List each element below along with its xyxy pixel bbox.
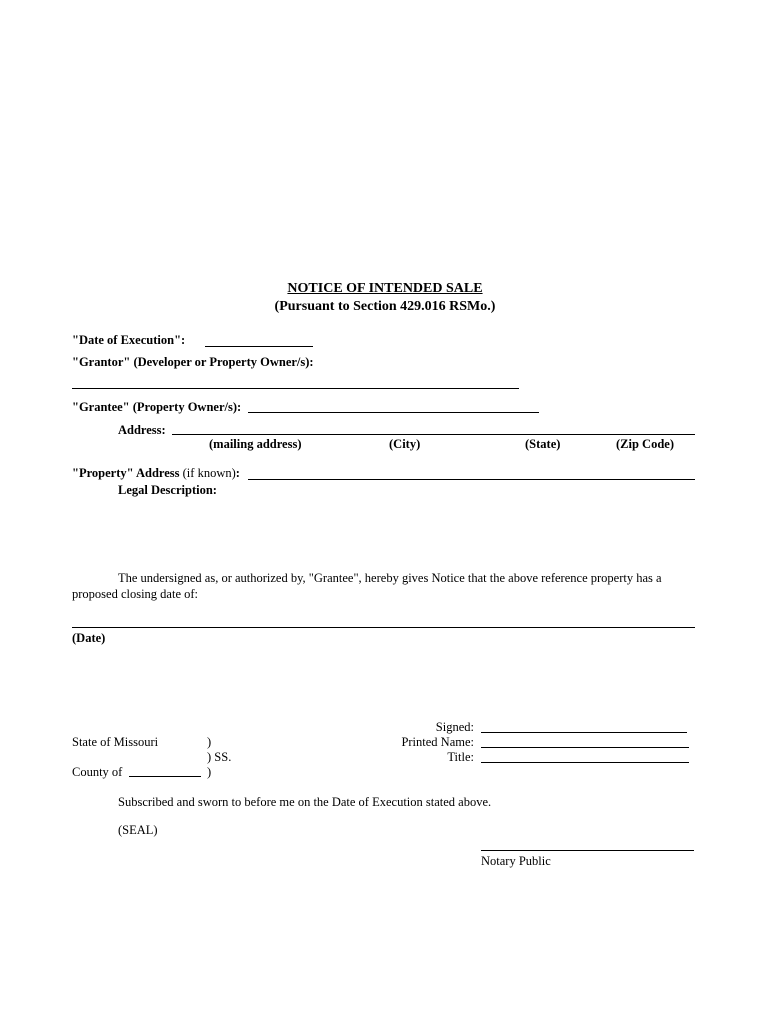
address-field[interactable] [172, 434, 695, 435]
notary-public-label: Notary Public [481, 854, 551, 868]
grantee-label: "Grantee" (Property Owner/s): [72, 400, 242, 414]
notary-signature-field[interactable] [481, 850, 694, 851]
notice-paragraph-line2: proposed closing date of: [72, 587, 199, 601]
address-city-caption: (City) [389, 437, 421, 451]
sworn-statement: Subscribed and sworn to before me on the Date of Execution stated above. [118, 795, 492, 809]
printed-name-field[interactable] [481, 747, 689, 748]
county-label: County of [72, 765, 123, 779]
address-mailing-caption: (mailing address) [209, 437, 302, 451]
address-label: Address: [118, 423, 166, 437]
notice-paragraph-line1: The undersigned as, or authorized by, "Grantee", hereby gives Notice that the above reference property has a [118, 571, 662, 585]
ss-label: ) SS. [207, 750, 232, 764]
property-colon: : [235, 466, 240, 480]
state-label: State of Missouri [72, 735, 159, 749]
legal-description-label: Legal Description: [118, 483, 217, 497]
property-if-known: (if known) [182, 466, 236, 480]
county-paren: ) [207, 765, 212, 779]
document-subtitle: (Pursuant to Section 429.016 RSMo.) [274, 299, 496, 314]
grantor-label: "Grantor" (Developer or Property Owner/s): [72, 355, 314, 369]
address-state-caption: (State) [525, 437, 561, 451]
date-of-execution-field[interactable] [205, 346, 313, 347]
state-paren: ) [207, 735, 212, 749]
date-caption: (Date) [72, 631, 106, 645]
signed-field[interactable] [481, 732, 687, 733]
signed-label: Signed: [435, 720, 474, 734]
county-field[interactable] [129, 776, 201, 777]
address-zip-caption: (Zip Code) [616, 437, 674, 451]
grantor-field[interactable] [72, 388, 519, 389]
document-title: NOTICE OF INTENDED SALE [287, 281, 483, 296]
grantee-field[interactable] [248, 412, 539, 413]
property-address-label-group [72, 467, 240, 480]
title-field[interactable] [481, 762, 689, 763]
printed-name-label: Printed Name: [401, 735, 474, 749]
property-address-field[interactable] [248, 479, 695, 480]
seal-label: (SEAL) [118, 823, 158, 837]
property-address-label: "Property" Address [72, 466, 180, 480]
date-of-execution-label: "Date of Execution": [72, 333, 186, 347]
closing-date-field[interactable] [72, 627, 695, 628]
title-label: Title: [447, 750, 474, 764]
